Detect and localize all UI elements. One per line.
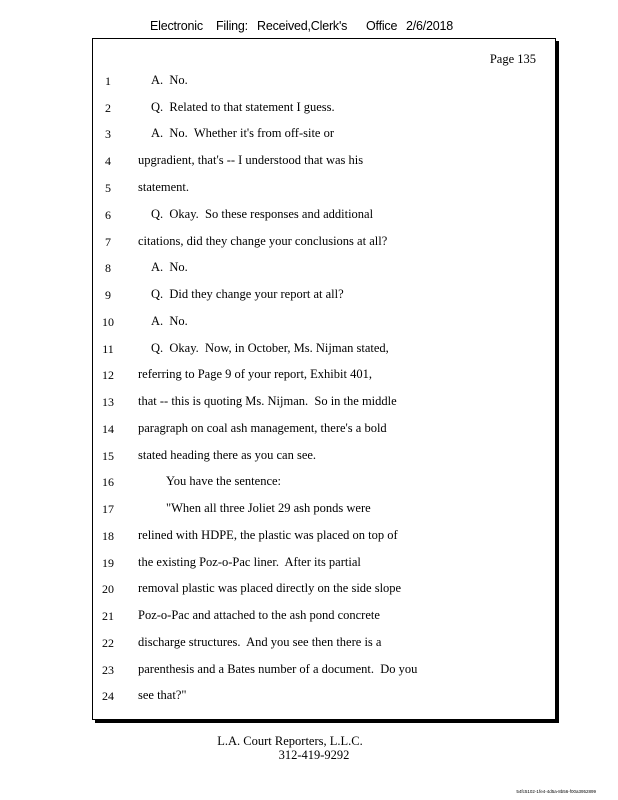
line-number: 20 bbox=[102, 582, 114, 596]
line-number: 12 bbox=[102, 368, 114, 382]
transcript-line: A. No. Whether it's from off-site or bbox=[151, 126, 335, 140]
line-number: 17 bbox=[102, 502, 114, 516]
line-number: 15 bbox=[102, 449, 114, 463]
line-number: 3 bbox=[105, 127, 111, 141]
transcript-line: Poz-o-Pac and attached to the ash pond concrete bbox=[138, 608, 380, 622]
line-number: 1 bbox=[105, 74, 111, 88]
transcript-line: the existing Poz-o-Pac liner. After its partial bbox=[138, 555, 361, 569]
line-number: 14 bbox=[102, 422, 114, 436]
line-number: 4 bbox=[105, 154, 111, 168]
transcript-line: You have the sentence: bbox=[166, 474, 282, 488]
line-number: 11 bbox=[102, 342, 114, 356]
line-number: 2 bbox=[105, 101, 111, 115]
header-date: 2/6/2018 bbox=[406, 19, 454, 33]
line-number: 10 bbox=[102, 315, 114, 329]
transcript-line: relined with HDPE, the plastic was placed on top of bbox=[138, 528, 398, 542]
line-number: 6 bbox=[105, 208, 111, 222]
transcript-line: A. No. bbox=[151, 73, 188, 87]
document-id: 54fc5102-1fe4-4d5a-8b56-f00a3952899 bbox=[516, 789, 596, 794]
transcript-line: A. No. bbox=[151, 260, 188, 274]
transcript-line: see that?" bbox=[138, 688, 187, 702]
transcript-line: discharge structures. And you see then there is a bbox=[138, 635, 382, 649]
transcript-line: paragraph on coal ash management, there's a bold bbox=[138, 421, 387, 435]
transcript-line: that -- this is quoting Ms. Nijman. So in the middle bbox=[138, 394, 397, 408]
line-number: 24 bbox=[102, 689, 114, 703]
transcript-line: "When all three Joliet 29 ash ponds were bbox=[166, 501, 371, 515]
transcript-line: upgradient, that's -- I understood that was his bbox=[138, 153, 364, 167]
transcript-line: Q. Did they change your report at all? bbox=[151, 287, 344, 301]
line-number: 23 bbox=[102, 663, 114, 677]
transcript-line: Q. Okay. So these responses and additional bbox=[151, 207, 374, 221]
transcript-line: parenthesis and a Bates number of a document. Do you bbox=[138, 662, 418, 676]
line-number: 7 bbox=[105, 235, 111, 249]
transcript-line: Q. Related to that statement I guess. bbox=[151, 100, 335, 114]
transcript-line: referring to Page 9 of your report, Exhibit 401, bbox=[138, 367, 372, 381]
header-received: Received,Clerk's bbox=[257, 19, 348, 33]
transcript-line: citations, did they change your conclusions at all? bbox=[138, 234, 388, 248]
court-reporter-name: L.A. Court Reporters, L.L.C. bbox=[217, 734, 363, 748]
line-number: 13 bbox=[102, 395, 114, 409]
line-number: 21 bbox=[102, 609, 114, 623]
line-number: 8 bbox=[105, 261, 111, 275]
header-office: Office bbox=[366, 19, 398, 33]
line-number: 9 bbox=[105, 288, 111, 302]
transcript-page-frame bbox=[92, 38, 556, 720]
line-number: 22 bbox=[102, 636, 114, 650]
transcript-line: A. No. bbox=[151, 314, 188, 328]
line-number: 5 bbox=[105, 181, 111, 195]
line-number: 18 bbox=[102, 529, 114, 543]
line-number: 16 bbox=[102, 475, 114, 489]
transcript-line: Q. Okay. Now, in October, Ms. Nijman stated, bbox=[151, 341, 389, 355]
header-filing: Filing: bbox=[216, 19, 248, 33]
transcript-line: stated heading there as you can see. bbox=[138, 448, 317, 462]
line-number: 19 bbox=[102, 556, 114, 570]
transcript-line: statement. bbox=[138, 180, 190, 194]
court-reporter-phone: 312-419-9292 bbox=[278, 748, 350, 762]
transcript-line: removal plastic was placed directly on the side slope bbox=[138, 581, 402, 595]
header-electronic: Electronic bbox=[150, 19, 203, 33]
page-number: Page 135 bbox=[489, 52, 536, 66]
